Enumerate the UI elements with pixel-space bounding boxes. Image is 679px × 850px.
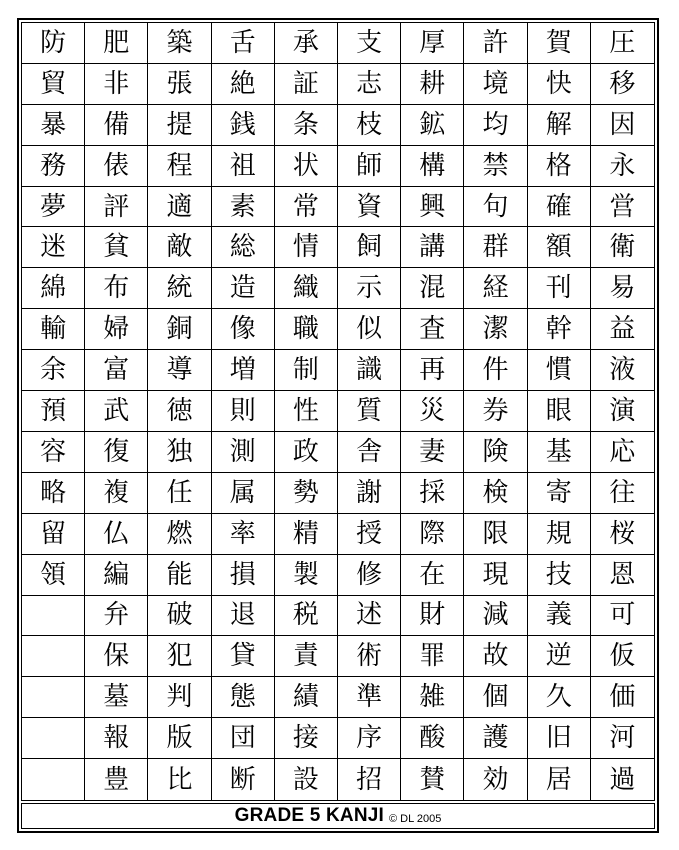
kanji-cell: 規 xyxy=(528,514,591,555)
kanji-cell: 貸 xyxy=(212,636,275,677)
kanji-cell: 肥 xyxy=(85,23,148,64)
kanji-cell: 程 xyxy=(148,146,211,187)
kanji-cell: 編 xyxy=(85,555,148,596)
kanji-cell: 現 xyxy=(464,555,527,596)
kanji-cell: 任 xyxy=(148,473,211,514)
kanji-cell: 証 xyxy=(275,64,338,105)
kanji-cell: 序 xyxy=(338,718,401,759)
kanji-cell: 複 xyxy=(85,473,148,514)
kanji-cell: 貿 xyxy=(22,64,85,105)
kanji-cell: 均 xyxy=(464,105,527,146)
kanji-cell: 舎 xyxy=(338,432,401,473)
kanji-cell: 保 xyxy=(85,636,148,677)
kanji-cell: 謝 xyxy=(338,473,401,514)
kanji-cell: 液 xyxy=(591,350,654,391)
kanji-cell: 価 xyxy=(591,677,654,718)
kanji-cell: 貧 xyxy=(85,227,148,268)
kanji-cell: 義 xyxy=(528,596,591,637)
empty-cell xyxy=(22,677,85,718)
kanji-cell: 政 xyxy=(275,432,338,473)
kanji-cell: 銭 xyxy=(212,105,275,146)
kanji-cell: 富 xyxy=(85,350,148,391)
kanji-cell: 再 xyxy=(401,350,464,391)
kanji-cell: 暴 xyxy=(22,105,85,146)
kanji-cell: 総 xyxy=(212,227,275,268)
kanji-cell: 容 xyxy=(22,432,85,473)
kanji-cell: 移 xyxy=(591,64,654,105)
kanji-cell: 賀 xyxy=(528,23,591,64)
kanji-sheet xyxy=(17,18,659,833)
kanji-cell: 略 xyxy=(22,473,85,514)
kanji-cell: 妻 xyxy=(401,432,464,473)
kanji-cell: 質 xyxy=(338,391,401,432)
kanji-cell: 採 xyxy=(401,473,464,514)
kanji-cell: 俵 xyxy=(85,146,148,187)
kanji-cell: 製 xyxy=(275,555,338,596)
kanji-cell: 仮 xyxy=(591,636,654,677)
kanji-cell: 桜 xyxy=(591,514,654,555)
kanji-cell: 勢 xyxy=(275,473,338,514)
kanji-cell: 敵 xyxy=(148,227,211,268)
kanji-cell: 識 xyxy=(338,350,401,391)
kanji-cell: 夢 xyxy=(22,187,85,228)
kanji-cell: 授 xyxy=(338,514,401,555)
kanji-cell: 件 xyxy=(464,350,527,391)
kanji-cell: 豊 xyxy=(85,759,148,800)
kanji-cell: 精 xyxy=(275,514,338,555)
empty-cell xyxy=(22,718,85,759)
kanji-cell: 性 xyxy=(275,391,338,432)
kanji-cell: 造 xyxy=(212,268,275,309)
kanji-cell: 許 xyxy=(464,23,527,64)
kanji-cell: 耕 xyxy=(401,64,464,105)
kanji-cell: 経 xyxy=(464,268,527,309)
empty-cell xyxy=(22,759,85,800)
kanji-cell: 構 xyxy=(401,146,464,187)
kanji-cell: 墓 xyxy=(85,677,148,718)
kanji-cell: 常 xyxy=(275,187,338,228)
kanji-cell: 属 xyxy=(212,473,275,514)
kanji-cell: 輸 xyxy=(22,309,85,350)
kanji-cell: 罪 xyxy=(401,636,464,677)
kanji-cell: 績 xyxy=(275,677,338,718)
kanji-cell: 銅 xyxy=(148,309,211,350)
kanji-cell: 益 xyxy=(591,309,654,350)
kanji-cell: 務 xyxy=(22,146,85,187)
kanji-cell: 因 xyxy=(591,105,654,146)
kanji-cell: 資 xyxy=(338,187,401,228)
kanji-cell: 雑 xyxy=(401,677,464,718)
kanji-cell: 快 xyxy=(528,64,591,105)
kanji-cell: 永 xyxy=(591,146,654,187)
kanji-cell: 似 xyxy=(338,309,401,350)
kanji-cell: 可 xyxy=(591,596,654,637)
kanji-cell: 逆 xyxy=(528,636,591,677)
kanji-cell: 導 xyxy=(148,350,211,391)
kanji-cell: 余 xyxy=(22,350,85,391)
kanji-cell: 情 xyxy=(275,227,338,268)
kanji-cell: 師 xyxy=(338,146,401,187)
kanji-cell: 演 xyxy=(591,391,654,432)
kanji-grid xyxy=(21,22,655,801)
kanji-cell: 述 xyxy=(338,596,401,637)
kanji-cell: 営 xyxy=(591,187,654,228)
kanji-cell: 恩 xyxy=(591,555,654,596)
kanji-cell: 護 xyxy=(464,718,527,759)
kanji-cell: 検 xyxy=(464,473,527,514)
kanji-cell: 領 xyxy=(22,555,85,596)
kanji-cell: 則 xyxy=(212,391,275,432)
kanji-cell: 際 xyxy=(401,514,464,555)
kanji-cell: 非 xyxy=(85,64,148,105)
kanji-cell: 興 xyxy=(401,187,464,228)
kanji-cell: 状 xyxy=(275,146,338,187)
kanji-cell: 態 xyxy=(212,677,275,718)
kanji-cell: 燃 xyxy=(148,514,211,555)
kanji-cell: 制 xyxy=(275,350,338,391)
kanji-cell: 基 xyxy=(528,432,591,473)
kanji-cell: 過 xyxy=(609,764,636,795)
kanji-cell: 招 xyxy=(338,759,401,800)
kanji-cell: 志 xyxy=(338,64,401,105)
kanji-cell: 券 xyxy=(464,391,527,432)
kanji-cell: 適 xyxy=(148,187,211,228)
kanji-cell: 応 xyxy=(591,432,654,473)
kanji-cell: 個 xyxy=(464,677,527,718)
kanji-cell: 築 xyxy=(148,23,211,64)
kanji-cell: 張 xyxy=(148,64,211,105)
kanji-cell: 率 xyxy=(212,514,275,555)
kanji-cell: 飼 xyxy=(338,227,401,268)
kanji-cell: 破 xyxy=(148,596,211,637)
kanji-cell: 枝 xyxy=(338,105,401,146)
kanji-cell: 示 xyxy=(338,268,401,309)
kanji-cell: 絶 xyxy=(212,64,275,105)
kanji-cell: 接 xyxy=(275,718,338,759)
kanji-cell: 寄 xyxy=(528,473,591,514)
kanji-cell: 賛 xyxy=(401,759,464,800)
kanji-cell: 布 xyxy=(85,268,148,309)
kanji-cell: 独 xyxy=(148,432,211,473)
kanji-cell: 故 xyxy=(464,636,527,677)
kanji-cell: 評 xyxy=(85,187,148,228)
kanji-cell: 解 xyxy=(528,105,591,146)
kanji-cell: 増 xyxy=(212,350,275,391)
kanji-cell: 弁 xyxy=(85,596,148,637)
kanji-cell: 復 xyxy=(85,432,148,473)
kanji-cell: 術 xyxy=(338,636,401,677)
kanji-cell: 綿 xyxy=(22,268,85,309)
kanji-cell: 額 xyxy=(528,227,591,268)
kanji-cell: 減 xyxy=(464,596,527,637)
kanji-cell: 群 xyxy=(464,227,527,268)
kanji-cell: 統 xyxy=(148,268,211,309)
kanji-cell: 圧 xyxy=(591,23,654,64)
kanji-cell: 厚 xyxy=(401,23,464,64)
kanji-cell: 比 xyxy=(148,759,211,800)
kanji-cell: 格 xyxy=(528,146,591,187)
kanji-cell: 旧 xyxy=(528,718,591,759)
footer-title: GRADE 5 KANJI xyxy=(234,805,384,826)
kanji-cell: 預 xyxy=(22,391,85,432)
kanji-cell: 慣 xyxy=(528,350,591,391)
kanji-cell: 迷 xyxy=(22,227,85,268)
kanji-cell: 留 xyxy=(22,514,85,555)
kanji-cell: 仏 xyxy=(85,514,148,555)
kanji-cell: 技 xyxy=(528,555,591,596)
kanji-cell: 河 xyxy=(591,718,654,759)
kanji-cell: 準 xyxy=(338,677,401,718)
kanji-cell: 織 xyxy=(275,268,338,309)
kanji-cell: 犯 xyxy=(148,636,211,677)
kanji-cell: 混 xyxy=(401,268,464,309)
kanji-cell: 判 xyxy=(148,677,211,718)
empty-cell xyxy=(22,636,85,677)
kanji-cell: 易 xyxy=(591,268,654,309)
kanji-cell: 査 xyxy=(401,309,464,350)
kanji-cell: 酸 xyxy=(401,718,464,759)
kanji-cell: 防 xyxy=(22,23,85,64)
kanji-cell: 財 xyxy=(401,596,464,637)
kanji-cell: 報 xyxy=(85,718,148,759)
kanji-cell: 在 xyxy=(401,555,464,596)
kanji-cell: 団 xyxy=(212,718,275,759)
kanji-cell: 効 xyxy=(464,759,527,800)
kanji-cell: 確 xyxy=(528,187,591,228)
kanji-cell: 句 xyxy=(464,187,527,228)
kanji-cell: 修 xyxy=(338,555,401,596)
kanji-cell: 設 xyxy=(275,759,338,800)
kanji-cell: 武 xyxy=(85,391,148,432)
kanji-cell: 境 xyxy=(464,64,527,105)
kanji-cell: 刊 xyxy=(528,268,591,309)
kanji-cell: 承 xyxy=(275,23,338,64)
kanji-cell: 職 xyxy=(275,309,338,350)
kanji-cell: 備 xyxy=(85,105,148,146)
kanji-cell: 眼 xyxy=(528,391,591,432)
kanji-cell: 険 xyxy=(464,432,527,473)
kanji-cell: 災 xyxy=(401,391,464,432)
footer xyxy=(21,803,655,829)
kanji-cell: 禁 xyxy=(464,146,527,187)
kanji-cell: 提 xyxy=(148,105,211,146)
kanji-cell: 講 xyxy=(401,227,464,268)
kanji-cell: 舌 xyxy=(212,23,275,64)
kanji-cell: 婦 xyxy=(85,309,148,350)
kanji-cell: 税 xyxy=(275,596,338,637)
kanji-cell: 徳 xyxy=(148,391,211,432)
kanji-cell: 像 xyxy=(212,309,275,350)
kanji-cell: 条 xyxy=(275,105,338,146)
kanji-cell: 潔 xyxy=(464,309,527,350)
kanji-cell: 素 xyxy=(212,187,275,228)
kanji-cell: 損 xyxy=(212,555,275,596)
kanji-cell: 居 xyxy=(528,759,591,800)
kanji-cell: 祖 xyxy=(212,146,275,187)
footer-copyright: © DL 2005 xyxy=(389,812,442,825)
kanji-cell: 断 xyxy=(212,759,275,800)
kanji-cell: 支 xyxy=(338,23,401,64)
kanji-cell: 久 xyxy=(528,677,591,718)
kanji-cell: 限 xyxy=(464,514,527,555)
kanji-cell: 衛 xyxy=(591,227,654,268)
empty-cell xyxy=(22,596,85,637)
kanji-cell: 幹 xyxy=(528,309,591,350)
kanji-cell: 能 xyxy=(148,555,211,596)
kanji-cell: 退 xyxy=(212,596,275,637)
kanji-cell: 往 xyxy=(591,473,654,514)
kanji-cell: 鉱 xyxy=(401,105,464,146)
kanji-cell: 測 xyxy=(212,432,275,473)
kanji-cell: 版 xyxy=(148,718,211,759)
kanji-cell: 責 xyxy=(275,636,338,677)
